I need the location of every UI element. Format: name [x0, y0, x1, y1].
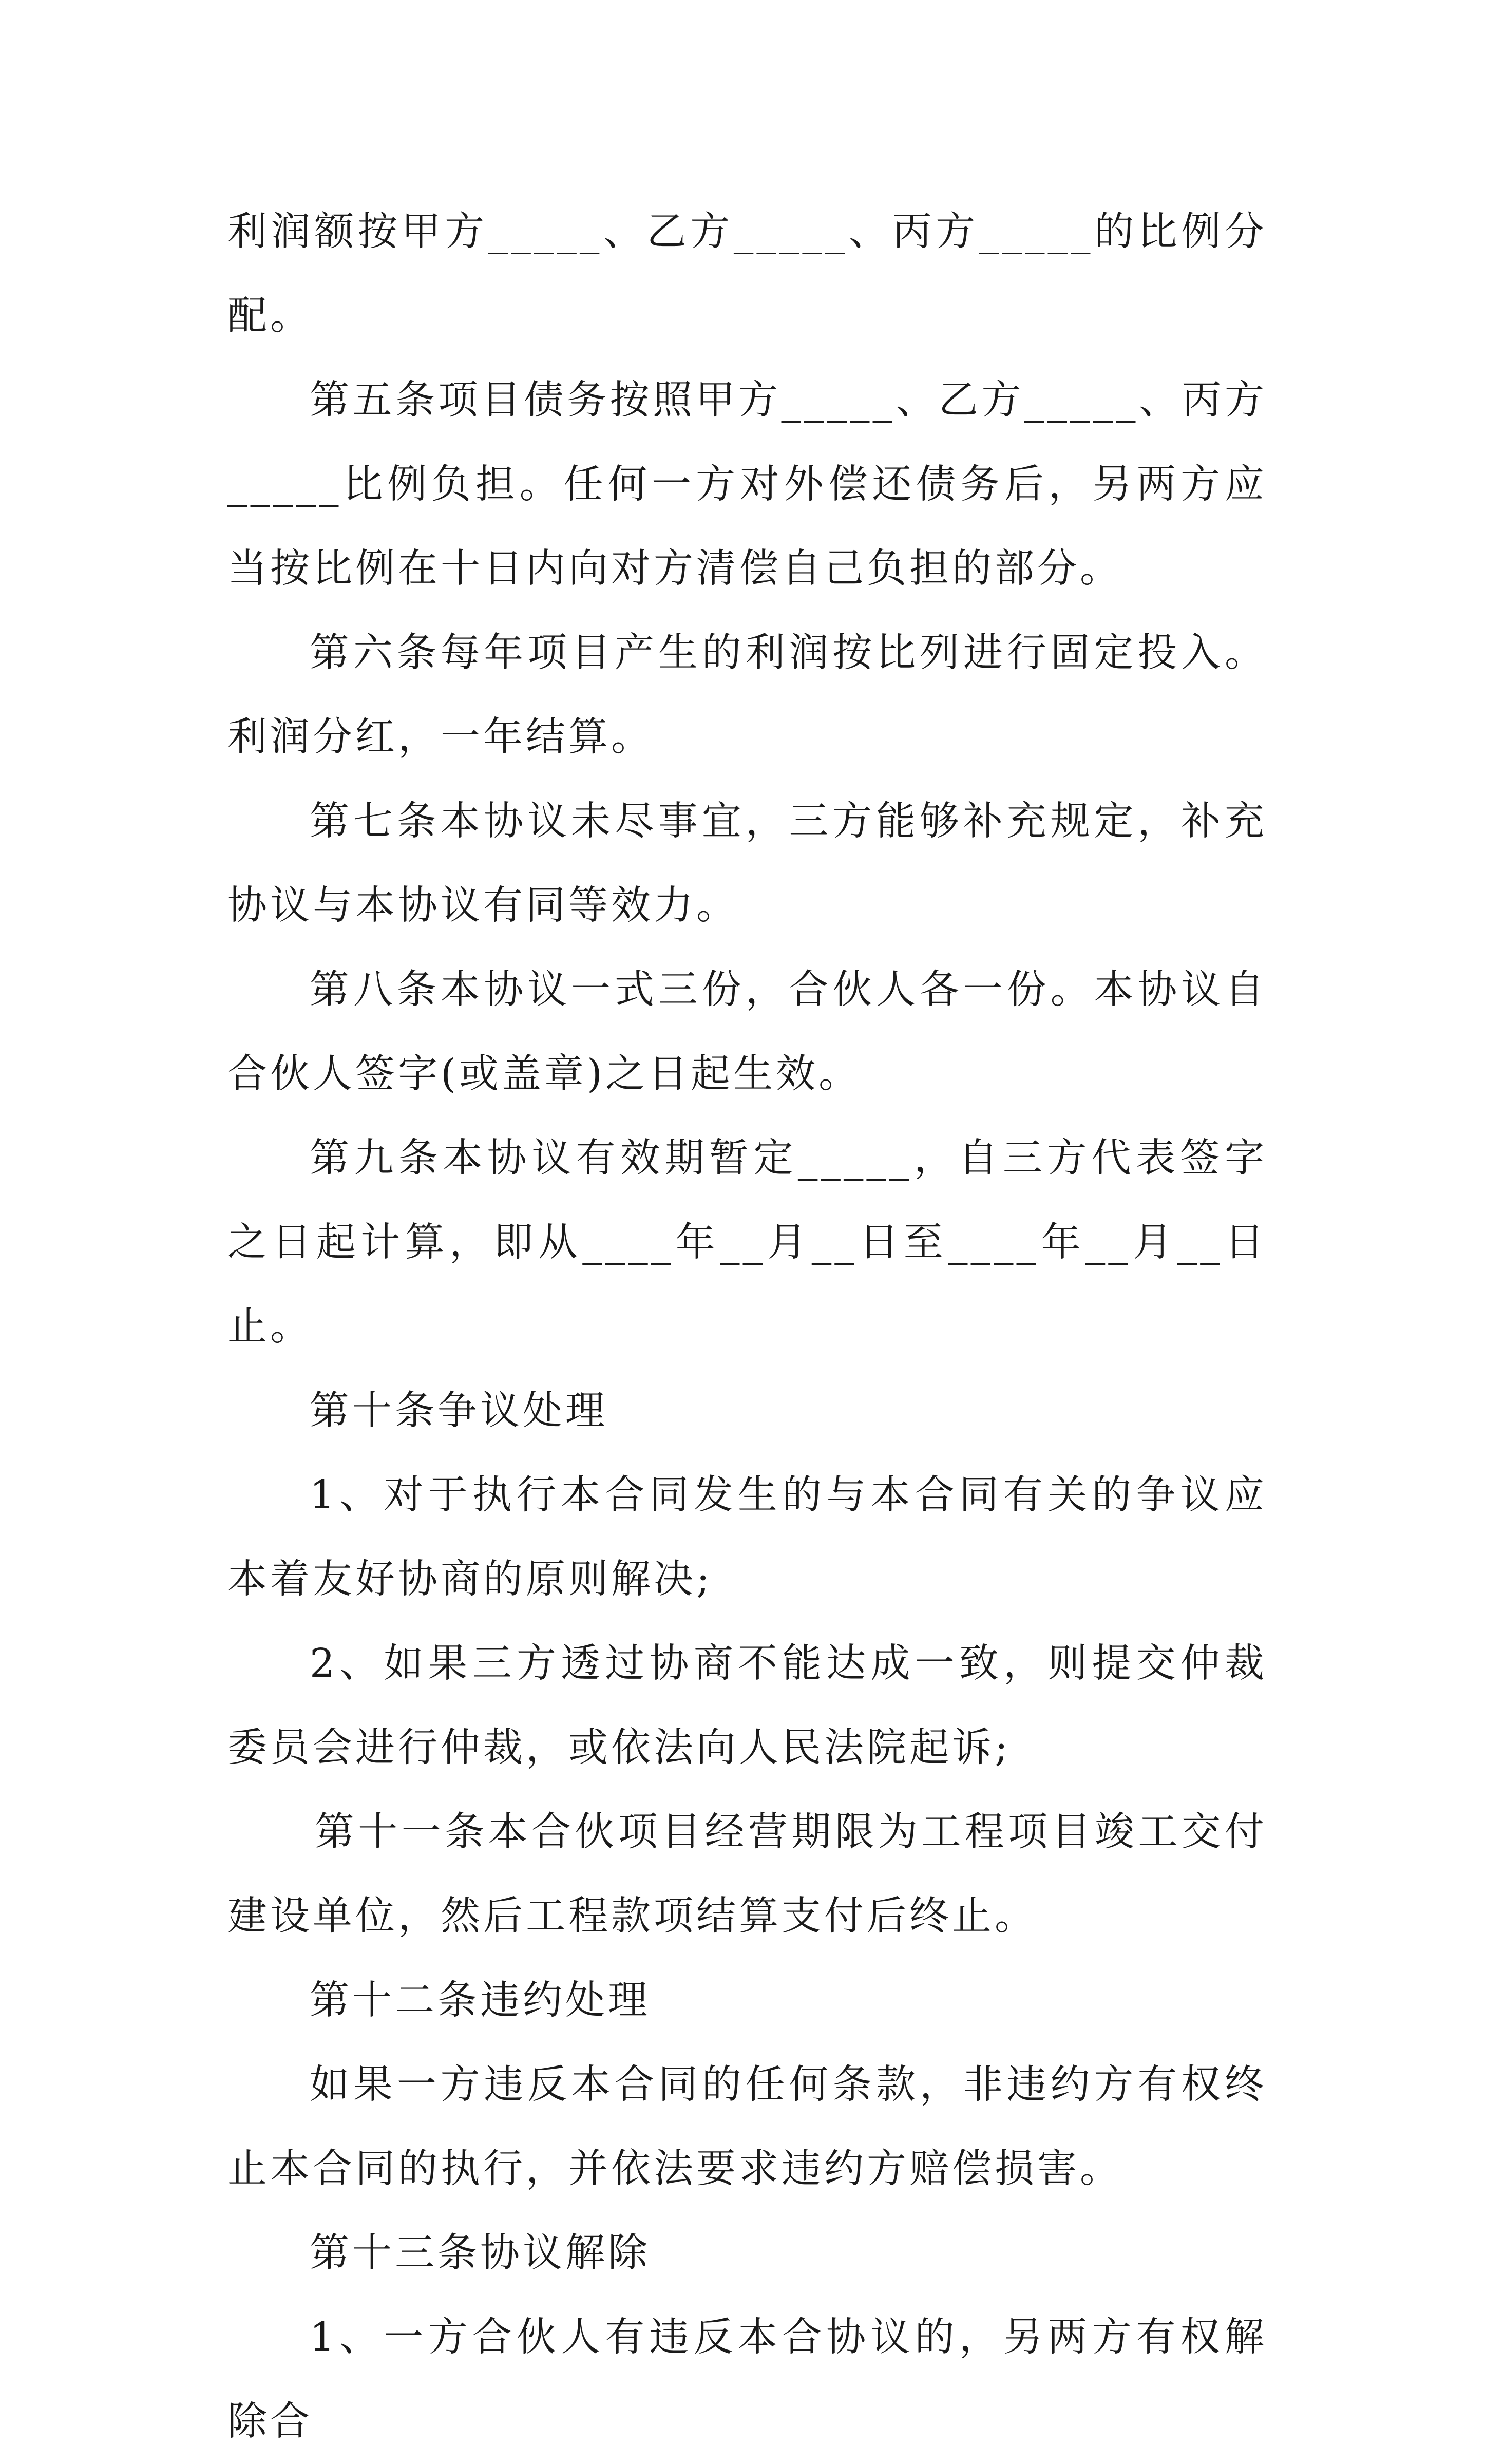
paragraph-article-10-item-1: 1、对于执行本合同发生的与本合同有关的争议应本着友好协商的原则解决; [227, 1472, 1267, 1602]
paragraph-article-6: 第六条每年项目产生的利润按比列进行固定投入。利润分红，一年结算。 [227, 630, 1267, 760]
paragraph-article-10-item-2: 2、如果三方透过协商不能达成一致，则提交仲裁委员会进行仲裁，或依法向人民法院起诉; [227, 1641, 1267, 1771]
paragraph-article-11: 第十一条本合伙项目经营期限为工程项目竣工交付建设单位，然后工程款项结算支付后终止。 [227, 1809, 1267, 1939]
paragraph-article-5: 第五条项目债务按照甲方_____、乙方_____、丙方_____比例负担。任何一方对外偿还债务后，另两方应当按比例在十日内向对方清偿自己负担的部分。 [227, 377, 1267, 592]
paragraph-article-12-body: 如果一方违反本合同的任何条款，非违约方有权终止本合同的执行，并依法要求违约方赔偿损害。 [227, 2062, 1267, 2192]
paragraph-article-9: 第九条本协议有效期暂定_____，自三方代表签字之日起计算，即从____年__月__日至____年__月__日止。 [227, 1135, 1267, 1350]
heading-article-13: 第十三条协议解除 [310, 2230, 651, 2276]
document-body [227, 190, 1267, 2464]
paragraph-article-7: 第七条本协议未尽事宜，三方能够补充规定，补充协议与本协议有同等效力。 [227, 799, 1267, 928]
heading-article-10: 第十条争议处理 [310, 1388, 608, 1434]
paragraph-article-8: 第八条本协议一式三份，合伙人各一份。本协议自合伙人签字(或盖章)之日起生效。 [227, 967, 1267, 1097]
paragraph-article-13-item-1: 1、一方合伙人有违反本合协议的，另两方有权解除合 [227, 2315, 1267, 2444]
heading-article-12: 第十二条违约处理 [310, 1978, 651, 2023]
paragraph-profit-ratio: 利润额按甲方_____、乙方_____、丙方_____的比例分配。 [227, 209, 1267, 339]
